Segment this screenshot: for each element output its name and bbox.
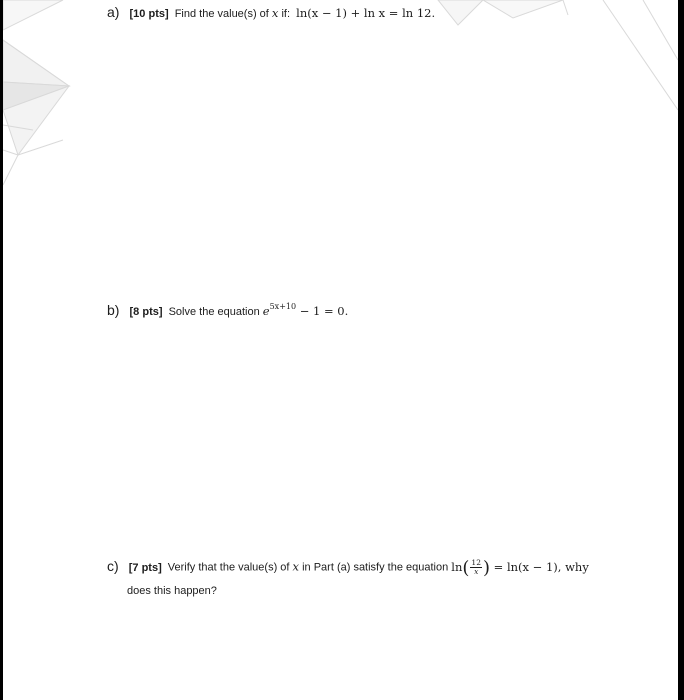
points-label: [10 pts] xyxy=(129,8,169,20)
equation-c-rest: = ln(x − 1), why xyxy=(493,559,589,574)
question-c-line-2 xyxy=(127,585,217,597)
ln-operator: ln xyxy=(451,559,463,574)
exponent: 5x+10 xyxy=(269,302,297,312)
question-text-line-2: does this happen? xyxy=(127,585,217,597)
question-letter: a) xyxy=(107,4,120,20)
question-text-2: in Part (a) satisfy the equation xyxy=(302,561,449,574)
equation-b-rest: − 1 = 0. xyxy=(299,304,349,318)
question-a xyxy=(107,4,435,20)
fraction-denominator: x xyxy=(474,567,479,576)
decorative-polygon-background xyxy=(3,0,678,700)
question-letter: b) xyxy=(107,302,120,318)
question-text: Solve the equation xyxy=(168,306,260,318)
variable-x: x xyxy=(271,6,279,20)
question-text: Verify that the value(s) of xyxy=(167,561,290,574)
fraction xyxy=(470,559,482,576)
question-b xyxy=(107,302,348,318)
worksheet-page xyxy=(3,0,678,700)
points-label: [8 pts] xyxy=(129,306,163,318)
question-letter: c) xyxy=(107,557,119,574)
points-label: [7 pts] xyxy=(128,561,162,574)
question-text-after: if: xyxy=(281,8,291,20)
question-text: Find the value(s) of xyxy=(174,8,269,20)
base-e: e xyxy=(262,304,270,318)
equation-a: ln(x − 1) + ln x = ln 12. xyxy=(296,6,436,20)
question-c: c) [7 pts] Verify that the value(s) of x in Part (a) satisfy the equation ln( $\frac{12}{x}$ ) = ln(x − 1), why xyxy=(107,557,589,578)
variable-x: x xyxy=(292,559,300,574)
fraction-numerator: 12 xyxy=(471,558,481,567)
